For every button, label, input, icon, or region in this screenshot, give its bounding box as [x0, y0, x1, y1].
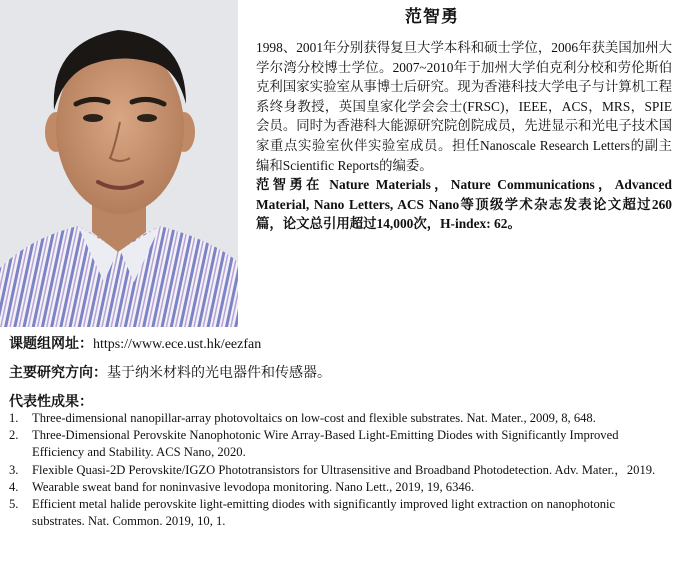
website-label: 课题组网址： — [9, 337, 93, 352]
reference-number: 5. — [9, 497, 19, 512]
profile-name: 范智勇 — [405, 7, 459, 27]
reference-number: 3. — [9, 462, 19, 477]
reference-list — [9, 410, 669, 530]
reference-number: 1. — [9, 411, 19, 425]
portrait-illustration — [0, 0, 238, 327]
research-label: 主要研究方向： — [9, 366, 107, 381]
bio-intro: 1998、2001年分别获得复旦大学本科和硕士学位，2006年获美国加州大学尔湾分校博士学位。2007~2010年于加州大学伯克利分校和劳伦斯伯克利国家实验室从事博士后研究。现为香港科技大学电子与计算机工程系终身教授，英国皇家化学会会士(FRSC)，IEEE，ACS，MRS，SPIE会员。同时为香港科大能源研究院创院成员，先进显示和光电子技术国家重点实验室伙伴实验室成员。担任Nanoscale Research Letters的副主编和Scientific Reports的编委。 — [256, 40, 672, 173]
bio-publications: 范智勇在 Nature Materials，Nature Communications，Advanced Material, Nano Letters, ACS Nano等顶级学术杂志发表论文超过260篇，论文总引用超过14,000次，H-index: 62。 — [256, 177, 672, 232]
reference-item — [9, 462, 669, 479]
references-heading: 代表性成果： — [9, 395, 93, 410]
bio-section — [256, 38, 672, 234]
reference-item — [9, 496, 669, 530]
reference-item — [9, 479, 669, 496]
website-link[interactable]: https://www.ece.ust.hk/eezfan — [93, 337, 262, 352]
reference-number: 2. — [9, 428, 19, 443]
reference-text: Flexible Quasi-2D Perovskite/IGZO Phototransistors for Ultrasensitive and Broadband Photodetection. Adv. Mater.，2019. — [32, 462, 656, 477]
reference-text: Three-Dimensional Perovskite Nanophotonic Wire Array-Based Light-Emitting Diodes with Significantly Improved Efficiency and Stability. ACS Nano, 2020. — [32, 428, 619, 460]
reference-text: Three-dimensional nanopillar-array photovoltaics on low-cost and flexible substrates. Nat. Mater., 2009, 8, 648. — [32, 411, 596, 425]
group-website — [9, 333, 261, 353]
reference-item — [9, 427, 669, 461]
research-text: 基于纳米材料的光电器件和传感器。 — [107, 366, 331, 381]
research-direction — [9, 362, 331, 382]
reference-text: Wearable sweat band for noninvasive levodopa monitoring. Nano Lett., 2019, 19, 6346. — [32, 479, 475, 494]
reference-item — [9, 410, 669, 427]
profile-photo — [0, 0, 238, 327]
reference-number: 4. — [9, 479, 19, 494]
reference-text: Efficient metal halide perovskite light-emitting diodes with significantly improved light extraction on nanophotonic substrates. Nat. Common. 2019, 10, 1. — [32, 497, 616, 529]
